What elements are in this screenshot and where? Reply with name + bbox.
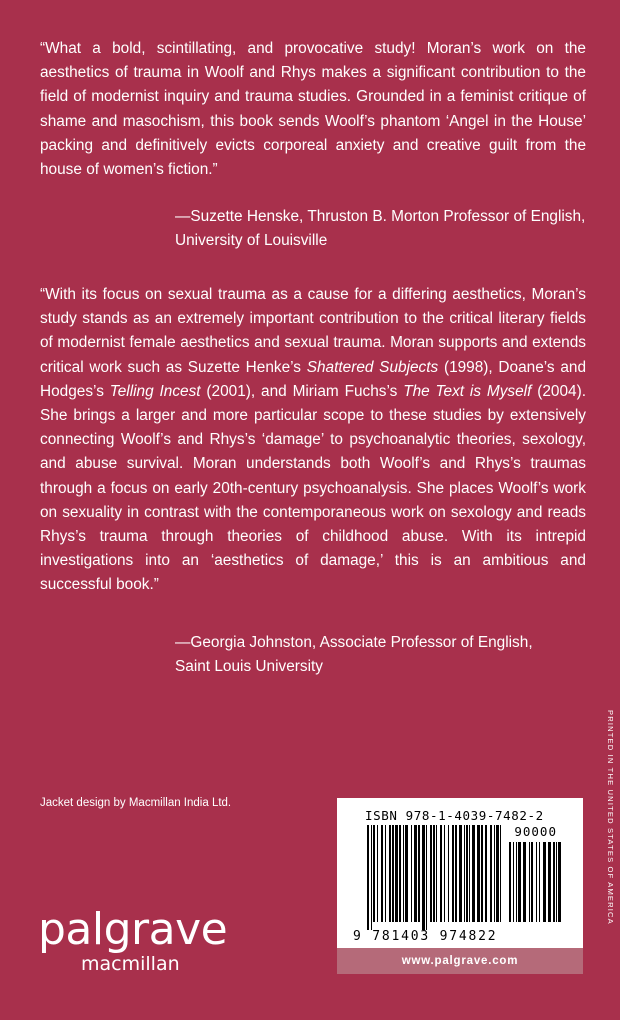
printed-in-label bbox=[603, 710, 615, 1010]
barcode-bar bbox=[500, 825, 501, 922]
barcode-bar bbox=[513, 842, 514, 922]
barcode-bar bbox=[536, 842, 537, 922]
barcode-bar bbox=[472, 825, 475, 922]
barcode-bar bbox=[422, 825, 425, 930]
barcode-bar bbox=[523, 842, 526, 922]
barcode-bar bbox=[496, 825, 499, 922]
barcode-bar bbox=[377, 825, 378, 922]
jacket-design-credit: Jacket design by Macmillan India Ltd. bbox=[40, 797, 232, 809]
barcode-bar bbox=[548, 842, 551, 922]
attribution-1-affiliation: University of Louisville bbox=[175, 232, 328, 250]
barcode-bar bbox=[459, 825, 462, 922]
barcode-bar bbox=[477, 825, 480, 922]
endorsement-attribution-2 bbox=[175, 631, 595, 679]
barcode-bar bbox=[430, 825, 432, 922]
barcode-bar bbox=[395, 825, 398, 922]
barcode-digits: 9 781403 974822 bbox=[353, 929, 498, 944]
quote-2-part-2: (1998), Doane’s and Hodges’s bbox=[40, 358, 587, 400]
barcode-bar bbox=[466, 825, 468, 922]
palgrave-macmillan-logo bbox=[38, 904, 228, 975]
quote-2-text bbox=[40, 283, 586, 598]
barcode-bar bbox=[543, 842, 546, 922]
barcode-bar bbox=[558, 842, 561, 922]
barcode-bar bbox=[490, 825, 492, 922]
endorsement-quote-2 bbox=[40, 283, 586, 598]
barcode-bar bbox=[381, 825, 383, 922]
barcode-bar bbox=[556, 842, 557, 922]
barcode-bar bbox=[405, 825, 408, 922]
barcode-bar bbox=[444, 825, 445, 922]
barcode-bar bbox=[518, 842, 521, 922]
barcode-bar bbox=[485, 825, 487, 922]
barcode-bar bbox=[509, 842, 511, 922]
barcode-bar bbox=[452, 825, 454, 922]
barcode-bar bbox=[469, 825, 470, 922]
publisher-url: www.palgrave.com bbox=[337, 948, 583, 974]
barcode-bar bbox=[418, 825, 420, 922]
attribution-2-affiliation: Saint Louis University bbox=[175, 658, 323, 676]
barcode-bar bbox=[373, 825, 375, 922]
barcode-bar bbox=[553, 842, 555, 922]
barcode-bar bbox=[464, 825, 465, 922]
barcode-bar bbox=[411, 825, 412, 922]
barcode-bar bbox=[403, 825, 404, 922]
barcode-bar bbox=[433, 825, 435, 922]
barcode-bar bbox=[426, 825, 427, 930]
barcode-bar bbox=[399, 825, 401, 922]
barcode-bar bbox=[516, 842, 517, 922]
quote-2-title-3: The Text is Myself bbox=[403, 382, 532, 400]
quote-2-title-2: Telling Incest bbox=[109, 382, 201, 400]
endorsement-quote-1 bbox=[40, 37, 586, 182]
barcode-bar bbox=[531, 842, 533, 922]
attribution-1-name: —Suzette Henske, Thruston B. Morton Professor of English, bbox=[175, 208, 586, 225]
barcode-bar bbox=[529, 842, 530, 922]
barcode-bar bbox=[392, 825, 394, 922]
price-addon-number: 90000 bbox=[514, 824, 557, 839]
barcode-bar bbox=[389, 825, 391, 922]
barcode-bar bbox=[494, 825, 495, 922]
quote-2-part-3: (2001), and Miriam Fuchs’s bbox=[200, 382, 404, 400]
barcode-bar bbox=[371, 825, 372, 930]
barcode-bar bbox=[385, 825, 386, 922]
barcode-bar bbox=[440, 825, 442, 922]
logo-palgrave-text: palgrave bbox=[38, 904, 228, 955]
isbn-barcode-panel bbox=[337, 798, 583, 974]
quote-2-title-1: Shattered Subjects bbox=[306, 358, 439, 376]
logo-macmillan-text: macmillan bbox=[81, 953, 180, 975]
barcode-bar bbox=[367, 825, 369, 930]
attribution-2-name: —Georgia Johnston, Associate Professor of English, bbox=[175, 634, 533, 651]
barcode-bar bbox=[455, 825, 457, 922]
quote-1-text: “What a bold, scintillating, and provocative study! Moran’s work on the aesthetics of trauma in Woolf and Rhys makes a significant contribution to the field of modernist inquiry and trauma studies. Grounded in a feminist critique of shame and masochism, this book sends Woolf’s phantom ‘Angel in the House’ packing and definitively evicts corporeal anxiety and creative guilt from the house of women’s fiction.” bbox=[40, 40, 586, 179]
barcode-bar bbox=[539, 842, 540, 922]
barcode-bar bbox=[414, 825, 417, 922]
printed-in-text: PRINTED IN THE UNITED STATES OF AMERICA bbox=[606, 710, 615, 925]
barcode-bar bbox=[436, 825, 437, 922]
isbn-label: ISBN 978-1-4039-7482-2 bbox=[365, 808, 544, 823]
quote-2-part-1: “With its focus on sexual trauma as a cause for a differing aesthetics, Moran’s study stands as an extremely important contribution to the critical literary fields of modernist female aesthetics and sexual trauma. Moran supports and extends critical work such as Suzette Henke’s bbox=[40, 286, 586, 376]
barcode-bar bbox=[448, 825, 449, 922]
endorsement-attribution-1 bbox=[175, 205, 595, 253]
barcode-bar bbox=[481, 825, 483, 922]
quote-2-part-4: (2004). She brings a larger and more particular scope to these studies by extensively connecting Woolf’s and Rhys’s ‘damage’ to psychoanalytic theories, sexology, and abuse survival. Moran understands both Woolf’s and Rhys’s traumas through a focus on early 20th-century psychoanalysis. She places Woolf’s work on sexuality in contrast with the contemporaneous work on sexology and reads Rhys’s trauma through theories of childhood abuse. With its intrepid investigations into an ‘aesthetics of damage,’ this is an ambitious and successful book.” bbox=[40, 382, 586, 594]
